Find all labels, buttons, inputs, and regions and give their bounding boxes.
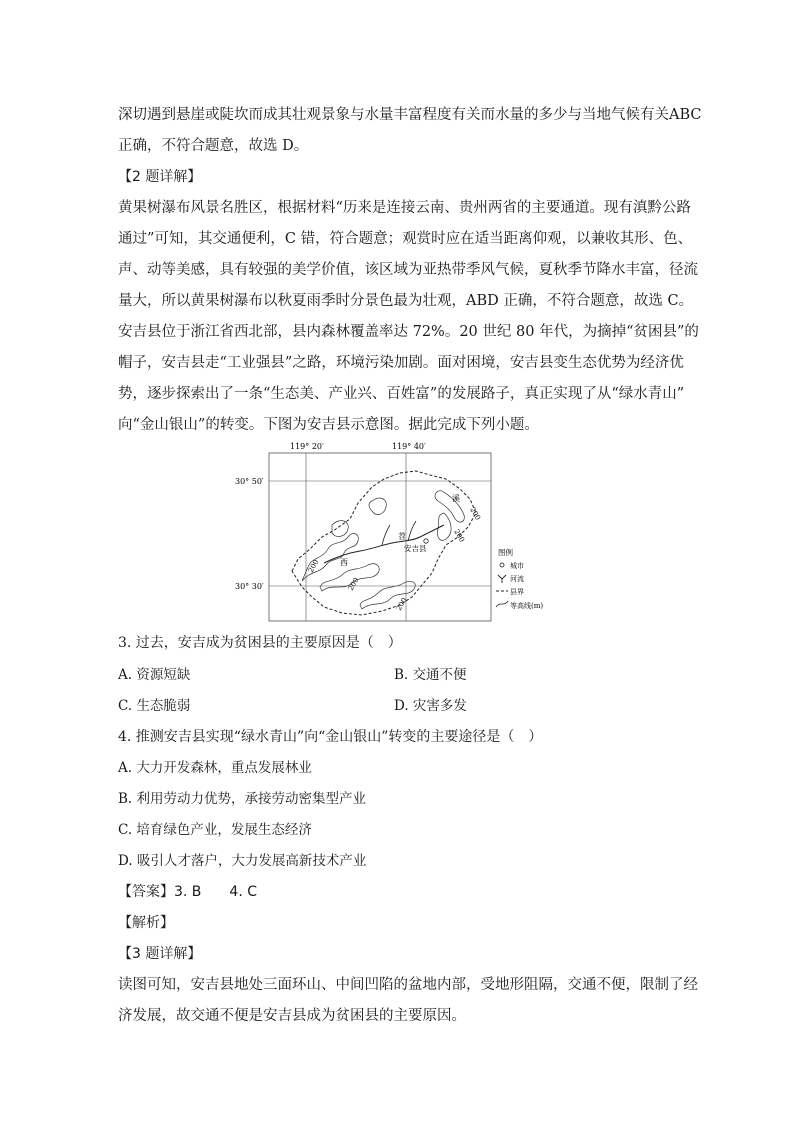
river-branch-2 xyxy=(408,521,416,541)
q4-option-c: C. 培育绿色产业，发展生态经济 xyxy=(118,822,312,838)
contour-value-label: 200 xyxy=(346,576,361,592)
q4-option-b: B. 利用劳动力优势，承接劳动密集型产业 xyxy=(118,791,367,807)
latitude-label-2: 30° 30′ xyxy=(235,582,264,591)
section-heading-q2: 【2 题详解】 xyxy=(118,169,202,185)
longitude-label-2: 119° 40′ xyxy=(392,442,426,451)
map-svg xyxy=(232,441,562,625)
paragraph-line: 通过”可知，其交通便利，C 错，符合题意；观赏时应在适当距离仰观，以兼收其形、色、 xyxy=(118,231,693,247)
answer-line: 【答案】3. B 4. C xyxy=(118,884,257,900)
q3-option-b: B. 交通不便 xyxy=(394,667,467,683)
section-heading-q3: 【3 题详解】 xyxy=(118,946,202,962)
analysis-heading: 【解析】 xyxy=(118,915,174,931)
q3-option-a: A. 资源短缺 xyxy=(118,667,191,683)
q4-option-a: A. 大力开发森林，重点发展林业 xyxy=(118,760,312,776)
paragraph-line: 正确，不符合题意，故选 D。 xyxy=(118,138,309,154)
contour-northwest xyxy=(332,521,348,537)
q3-option-d: D. 灾害多发 xyxy=(394,698,467,714)
contour-west xyxy=(302,534,358,581)
city-label-anji: 安吉县 xyxy=(404,544,427,553)
contour-value-label: 200 xyxy=(468,506,482,522)
contour-south xyxy=(360,581,415,609)
county-border xyxy=(292,471,476,615)
river-label-xi: 西 xyxy=(340,558,348,567)
intro-line: 势，逐步探索出了一条“生态美、产业兴、百姓富”的发展路子，真正实现了从“绿水青山” xyxy=(118,386,685,402)
legend-border: 县界 xyxy=(510,588,524,596)
legend-title: 图例 xyxy=(498,548,513,557)
legend-city: 城市 xyxy=(510,562,524,570)
paragraph-line: 声、动等美感，具有较强的美学价值，该区域为亚热带季风气候，夏秋季节降水丰富，径流 xyxy=(118,262,698,278)
intro-line: 安吉县位于浙江省西北部，县内森林覆盖率达 72%。20 世纪 80 年代，为摘掉“贫困县”的 xyxy=(118,324,699,340)
q3-option-c: C. 生态脆弱 xyxy=(118,698,191,714)
legend-city-icon xyxy=(500,563,504,567)
contour-value-label: 200 xyxy=(452,528,466,544)
river-branch-1 xyxy=(382,525,390,545)
longitude-label-1: 119° 20′ xyxy=(290,442,324,451)
intro-line: 帽子，安吉县走“工业强县”之路，环境污染加剧。面对困境，安吉县变生态优势为经济优 xyxy=(118,355,684,371)
paragraph-line: 深切遇到悬崖或陡坎而成其壮观景象与水量丰富程度有关而水量的多少与当地气候有关ABC xyxy=(118,107,702,123)
contour-east xyxy=(437,513,451,540)
contour-north xyxy=(369,498,386,514)
contour-value-label: 200 xyxy=(306,558,321,574)
city-marker-anji xyxy=(424,539,428,543)
legend-contour: 等高线(m) xyxy=(510,602,544,610)
paragraph-line: 黄果树瀑布风景名胜区，根据材料“历来是连接云南、贵州两省的主要通道。现有滇黔公路 xyxy=(118,200,691,216)
latitude-label-1: 30° 50′ xyxy=(235,477,264,486)
paragraph-line: 量大，所以黄果树瀑布以秋夏雨季时分景色最为壮观，ABD 正确，不符合题意，故选 C。 xyxy=(118,293,694,309)
intro-line: 向“金山银山”的转变。下图为安吉县示意图。据此完成下列小题。 xyxy=(118,417,539,433)
q4-option-d: D. 吸引人才落户，大力发展高新技术产业 xyxy=(118,853,367,869)
paragraph-line: 读图可知，安吉县地处三面环山、中间凹陷的盆地内部，受地形阻隔，交通不便，限制了经 xyxy=(118,977,698,993)
river-label-xi2: 溪 xyxy=(452,494,460,503)
question-3-stem: 3. 过去，安吉成为贫困县的主要原因是（ ） xyxy=(118,635,402,651)
legend-river-icon xyxy=(498,575,506,583)
contour-value-label: 200 xyxy=(394,596,409,612)
question-4-stem: 4. 推测安吉县实现“绿水青山”向“金山银山”转变的主要途径是（ ） xyxy=(118,729,543,745)
anji-county-map xyxy=(232,441,562,625)
legend-river: 河流 xyxy=(510,575,524,583)
river-label-tiao: 苕 xyxy=(398,532,406,541)
paragraph-line: 济发展，故交通不便是安吉县成为贫困县的主要原因。 xyxy=(118,1008,466,1024)
legend-contour-icon xyxy=(496,601,508,607)
